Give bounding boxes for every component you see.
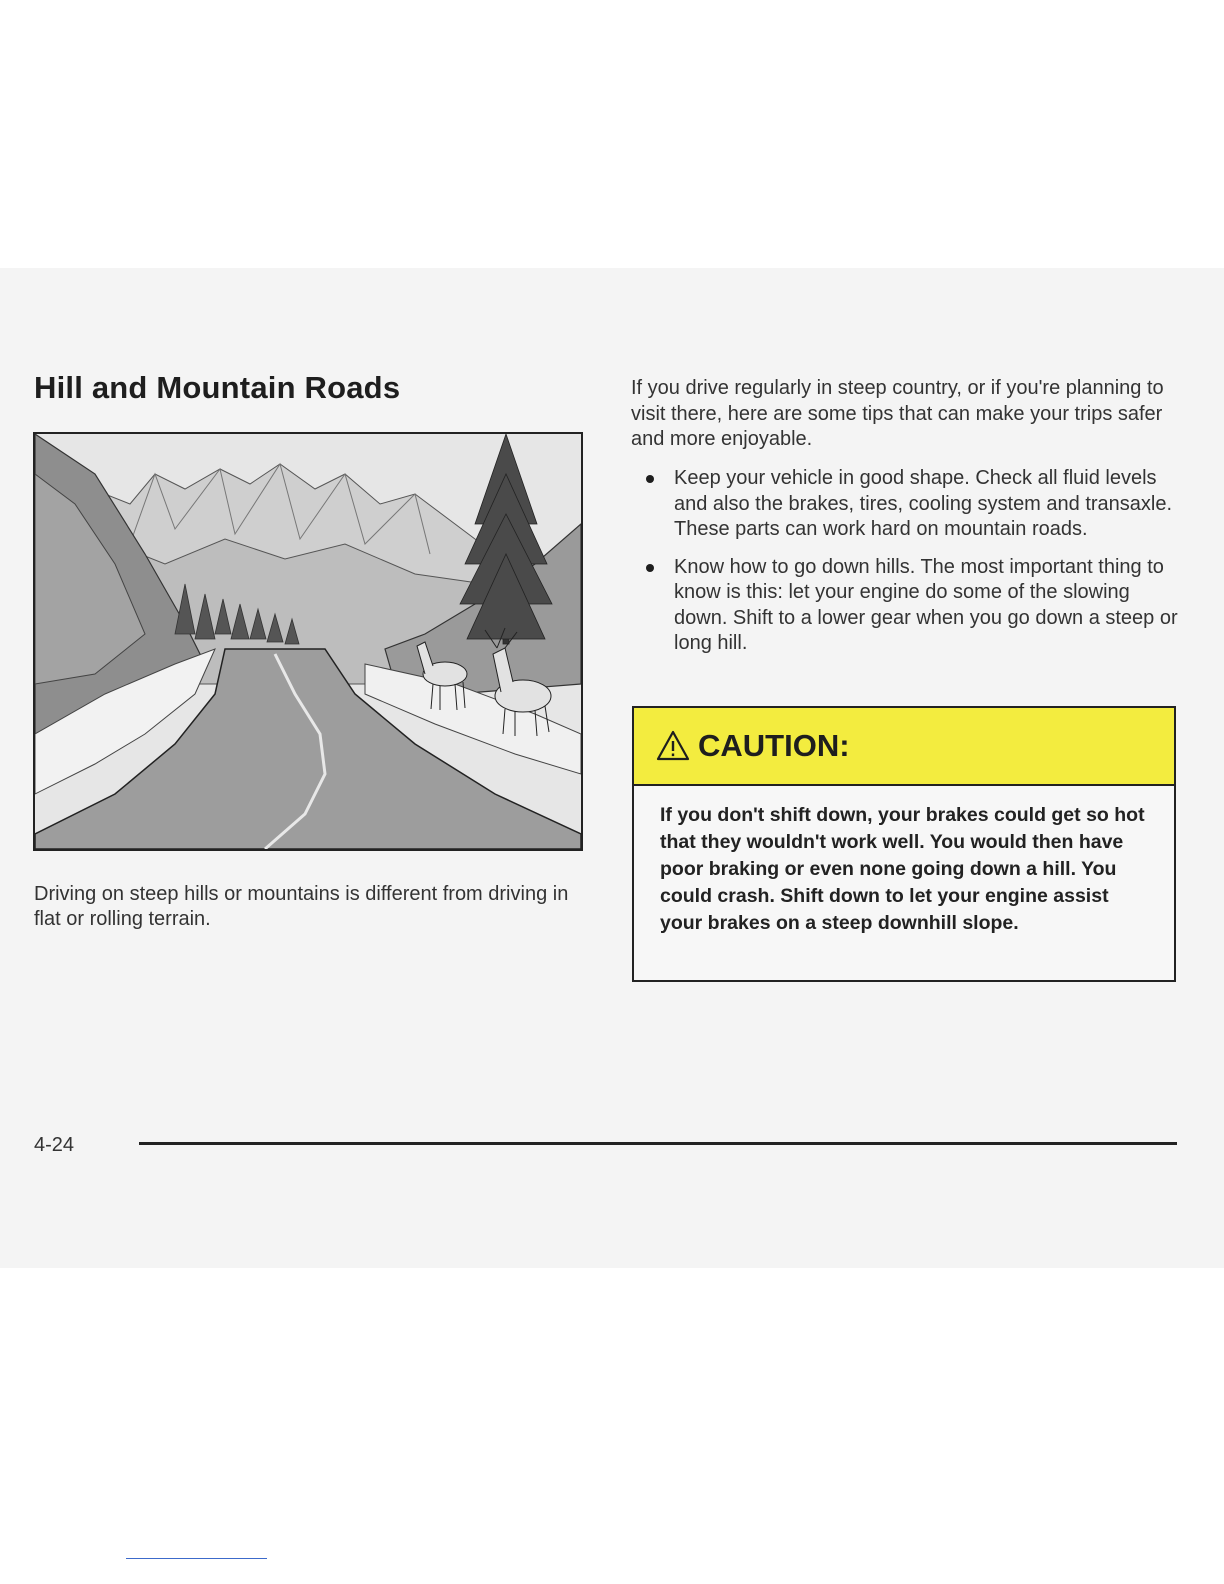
bullet-icon (646, 564, 654, 572)
caution-header (634, 708, 1174, 786)
tip-item (640, 466, 1185, 543)
mountain-road-drawing (35, 434, 581, 849)
warning-triangle-icon (656, 729, 690, 763)
bullet-icon (646, 475, 654, 483)
tip-text: Know how to go down hills. The most important thing to know is this: let your engine do some of the slowing down. Shift to a lower gear when you go down a steep or long hill. (674, 555, 1178, 654)
caution-text: If you don't shift down, your brakes could get so hot that they wouldn't work well. You would then have poor braking or even none going down a hill. You could crash. Shift down to let your engine assist your brakes on a steep downhill slope. (660, 804, 1145, 934)
section-title: Hill and Mountain Roads (34, 370, 401, 405)
mountain-road-illustration (33, 432, 583, 851)
caution-box (632, 706, 1176, 982)
link-underline (126, 1558, 267, 1559)
intro-paragraph: If you drive regularly in steep country, or if you're planning to visit there, here are some tips that can make your trips safer and more enjoyable. (631, 377, 1164, 450)
footer-rule (139, 1142, 1177, 1145)
page-number: 4-24 (34, 1134, 75, 1156)
illustration-caption: Driving on steep hills or mountains is different from driving in flat or rolling terrain. (34, 883, 569, 930)
caution-label: CAUTION: (698, 728, 850, 763)
tip-item (640, 555, 1185, 657)
tip-text: Keep your vehicle in good shape. Check all fluid levels and also the brakes, tires, cooling system and transaxle. These parts can work hard on mountain roads. (674, 467, 1173, 540)
tips-list (640, 466, 1185, 669)
